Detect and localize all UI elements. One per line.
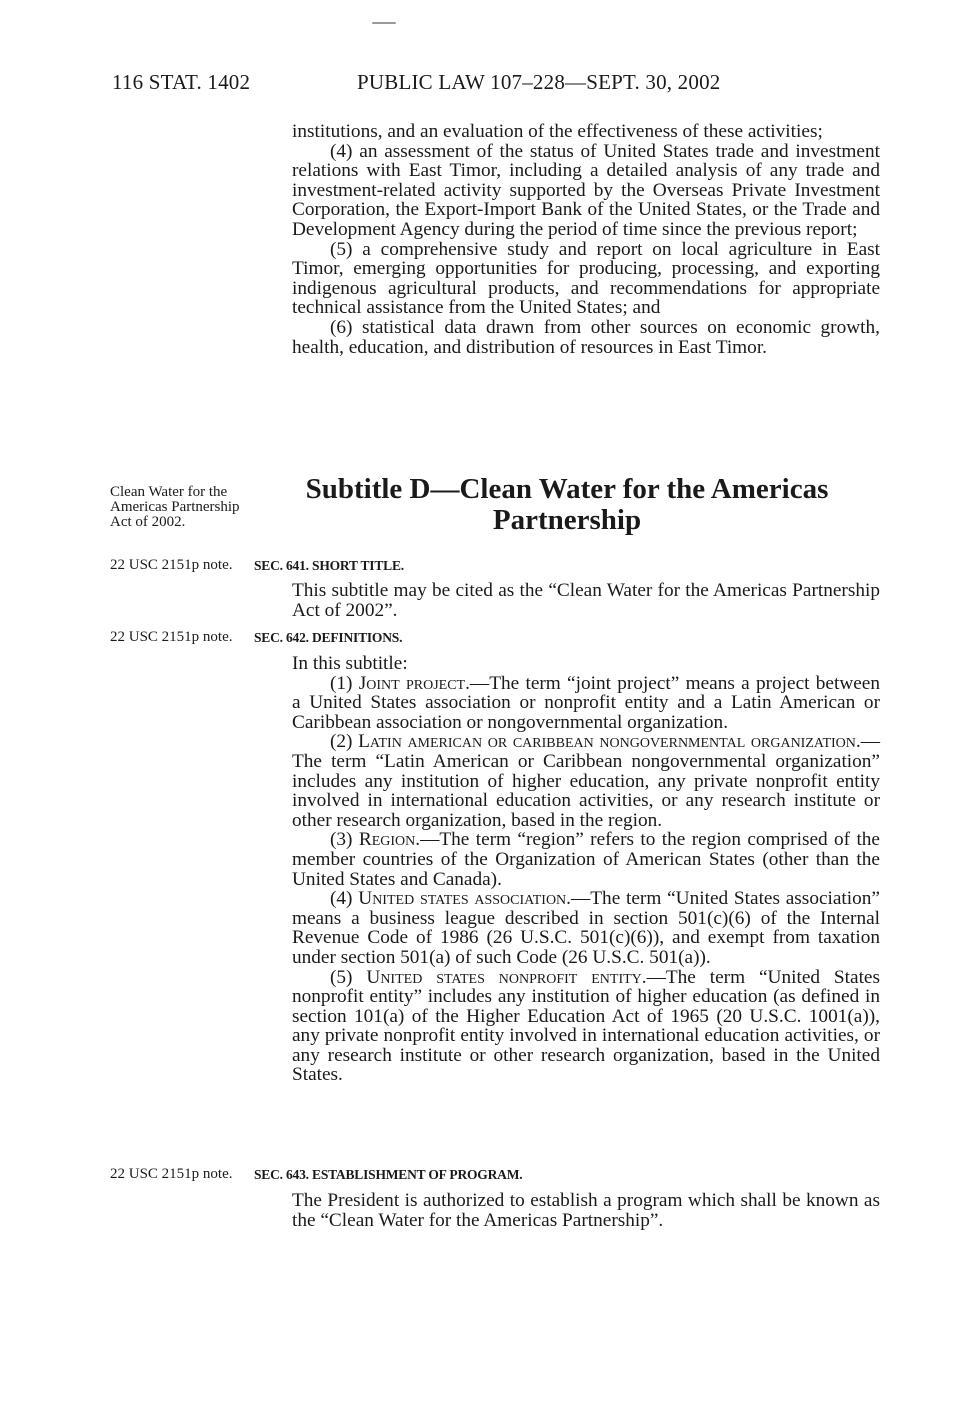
stat-citation: 116 STAT. 1402 <box>112 70 251 94</box>
definition-3-number: (3) <box>330 829 359 851</box>
definition-1-number: (1) <box>330 672 359 694</box>
definition-4-term: United states association <box>358 888 567 910</box>
paragraph-6: (6) statistical data drawn from other sources on economic growth, health, education, and distribution of resources in East Timor. <box>292 316 880 358</box>
definition-3-text: .—The term “region” refers to the region comprised of the member countries of the Organization of American States (other than the United States and Canada). <box>292 829 880 890</box>
definition-2-term: Latin american or caribbean nongovernmental organization <box>358 731 856 753</box>
definition-4 <box>254 889 880 967</box>
margin-note-act-name: Clean Water for the Americas Partnership Act of 2002. <box>110 484 240 530</box>
scan-mark <box>372 22 396 24</box>
definition-5-term: United states nonprofit entity <box>366 966 642 988</box>
section-643-body <box>254 1191 880 1230</box>
definition-4-number: (4) <box>330 888 359 910</box>
definition-4-text: .—The term “United States association” means a business league described in section 501(c)(6) of the Internal Revenue Code of 1986 (26 U.S.C. 501(c)(6)), and exempt from taxation under section 501(a) of such Code (26 U.S.C. 501(a)). <box>292 888 880 968</box>
margin-note-usc-641: 22 USC 2151p note. <box>110 557 233 573</box>
paragraph-continued: institutions, and an evaluation of the effectiveness of these activities; <box>292 121 823 142</box>
page-header <box>112 70 880 100</box>
definition-1-text: .—The term “joint project” means a project between a United States association or nonprofit entity and a Latin American or Caribbean association or nongovernmental organization. <box>292 672 880 733</box>
definition-2-number: (2) <box>330 731 359 753</box>
section-641-text: This subtitle may be cited as the “Clean Water for the Americas Partnership Act of 2002”. <box>292 580 880 621</box>
definition-2-text: .—The term “Latin American or Caribbean nongovernmental organization” includes any institution of higher education, any private nonprofit entity involved in international education activities, or any research institute or other research organization, based in the region. <box>292 731 880 831</box>
section-641-heading: SEC. 641. SHORT TITLE. <box>254 558 404 573</box>
subtitle-line-1: Subtitle D—Clean Water for the Americas <box>305 473 829 505</box>
definition-1 <box>254 674 880 733</box>
margin-note-usc-642: 22 USC 2151p note. <box>110 629 233 645</box>
definition-5-number: (5) <box>330 966 367 988</box>
public-law-title: PUBLIC LAW 107–228—SEPT. 30, 2002 <box>357 70 721 94</box>
continued-report-text <box>254 122 880 357</box>
section-641-body <box>254 581 880 620</box>
subtitle-line-2: Partnership <box>492 504 642 536</box>
subtitle-heading <box>254 474 880 536</box>
definitions-intro: In this subtitle: <box>292 653 408 674</box>
section-642-body <box>254 654 880 1085</box>
definition-5-text: .—The term “United States nonprofit entity” includes any institution of higher education (as defined in section 101(a) of the Higher Education Act of 1965 (20 U.S.C. 1001(a)), any private nonprofit entity involved in international education activities, or any research institute or other research organization, based in the United States. <box>292 966 880 1086</box>
definition-5 <box>254 968 880 1086</box>
margin-note-usc-643: 22 USC 2151p note. <box>110 1166 233 1182</box>
section-643-heading: SEC. 643. ESTABLISHMENT OF PROGRAM. <box>254 1167 523 1182</box>
definition-2 <box>254 732 880 830</box>
definition-1-term: Joint project <box>358 672 466 694</box>
section-642-heading: SEC. 642. DEFINITIONS. <box>254 630 403 645</box>
definition-3 <box>254 830 880 889</box>
definition-3-term: Region <box>358 829 416 851</box>
section-643-text: The President is authorized to establish a program which shall be known as the “Clean Water for the Americas Partnership”. <box>292 1190 880 1231</box>
paragraph-5: (5) a comprehensive study and report on local agriculture in East Timor, emerging opportunities for producing, processing, and exporting indigenous agricultural products, and recommendations for appropriate technical assistance from the United States; and <box>292 238 880 319</box>
paragraph-4: (4) an assessment of the status of United States trade and investment relations with East Timor, including a detailed analysis of any trade and investment-related activity supported by the Overseas Private Investment Corporation, the Export-Import Bank of the United States, or the Trade and Development Agency during the period of time since the previous report; <box>292 140 880 240</box>
